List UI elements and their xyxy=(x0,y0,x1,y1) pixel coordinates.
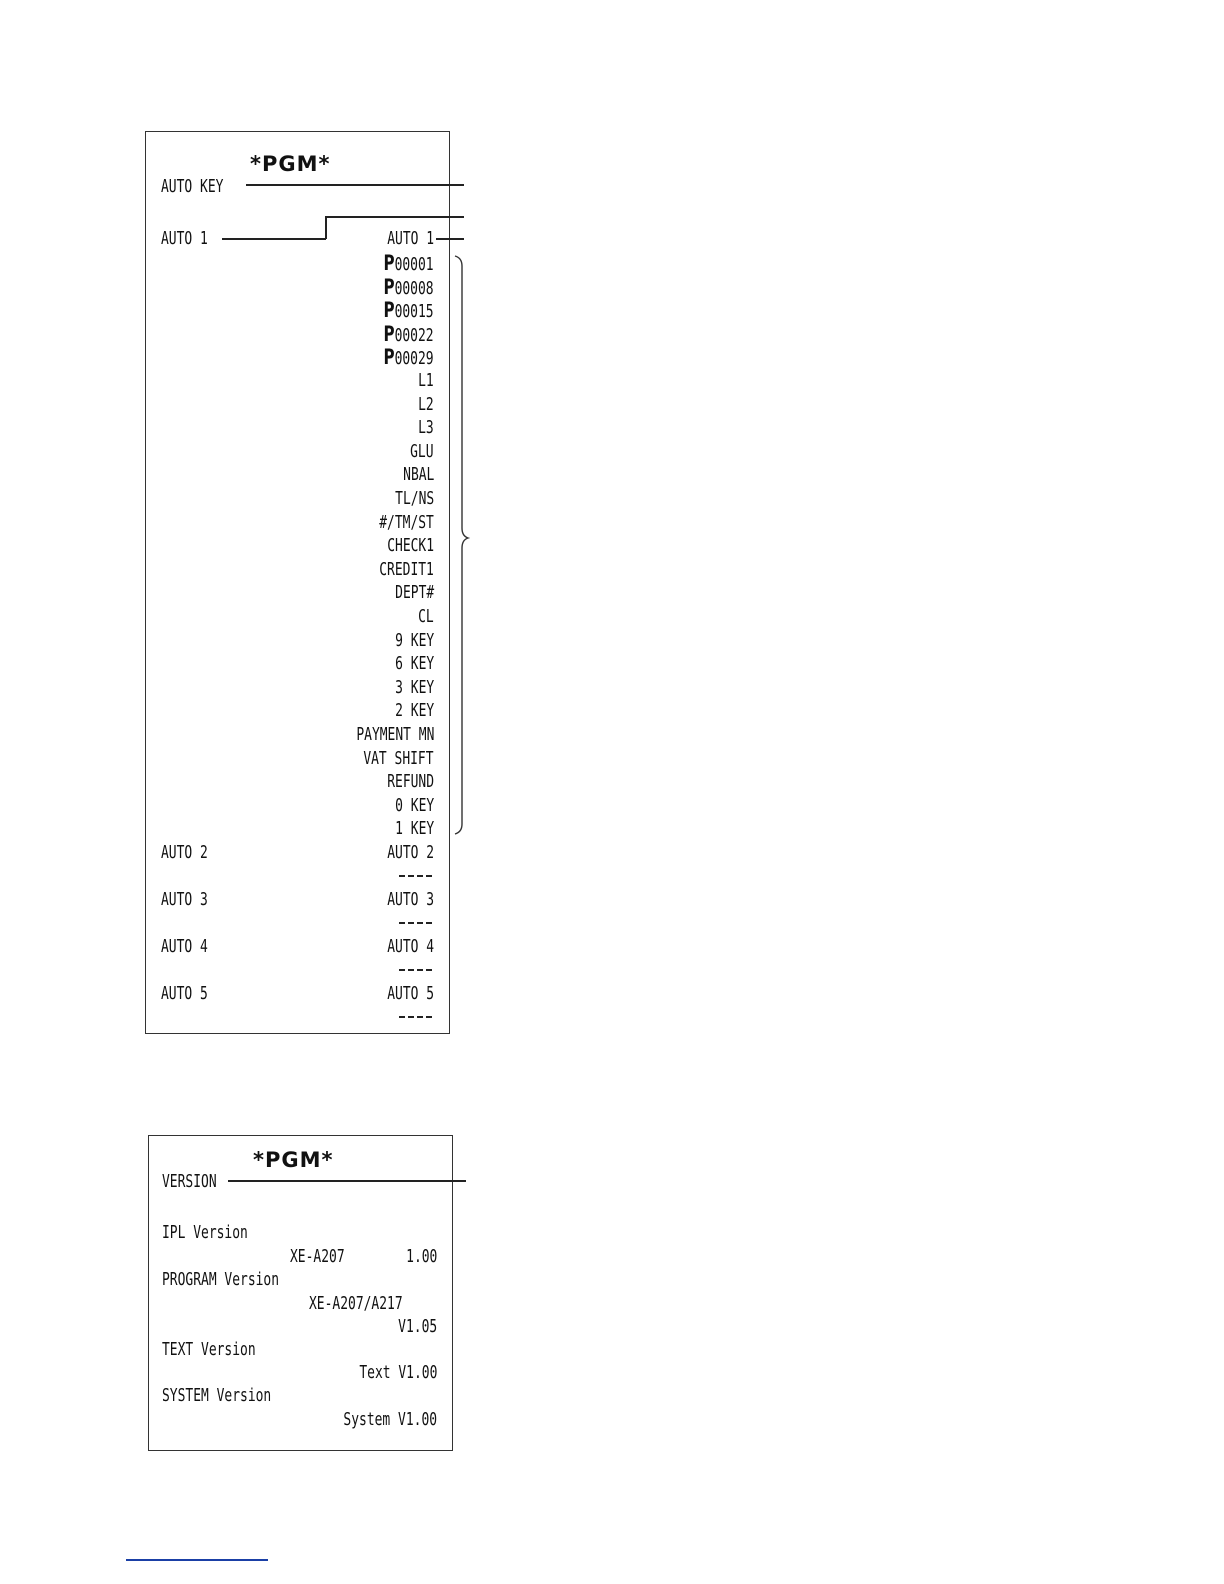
sequence-item-text: 00001 xyxy=(394,254,434,275)
sequence-item-text: 00029 xyxy=(394,348,434,370)
auto-4-label: AUTO 4 xyxy=(161,936,208,957)
receipt-header: *PGM* xyxy=(250,152,331,176)
program-version-value: V1.05 xyxy=(397,1316,437,1337)
sequence-item-text: REFUND xyxy=(387,771,434,793)
system-version-value: System V1.00 xyxy=(343,1409,437,1430)
sequence-item-text: VAT SHIFT xyxy=(363,747,434,769)
sequence-item-text: #/TM/ST xyxy=(379,511,434,533)
auto-key-title: AUTO KEY xyxy=(161,176,224,197)
sequence-item-text: 0 KEY xyxy=(394,794,434,816)
sequence-item-text: GLU xyxy=(410,440,434,462)
sequence-item-text: TL/NS xyxy=(394,488,434,509)
footer-rule xyxy=(126,1559,268,1561)
auto-2-value: AUTO 2 xyxy=(387,842,434,863)
version-leader-line xyxy=(228,1180,466,1182)
plu-mark: P xyxy=(383,321,395,346)
ipl-model: XE-A207 xyxy=(290,1246,345,1267)
sequence-item-text: NBAL xyxy=(402,464,434,486)
sequence-item-text: 6 KEY xyxy=(394,653,434,675)
auto-3-value: AUTO 3 xyxy=(387,889,434,910)
sequence-item-text: CHECK1 xyxy=(387,535,434,557)
program-model: XE-A207/A217 xyxy=(309,1293,403,1314)
sequence-item-text: 00008 xyxy=(394,277,434,299)
program-version-label: PROGRAM Version xyxy=(162,1269,280,1290)
auto-3-label: AUTO 3 xyxy=(161,889,208,910)
sequence-item-text: CREDIT1 xyxy=(379,558,434,580)
version-receipt xyxy=(148,1135,453,1451)
receipt-header: *PGM* xyxy=(253,1148,334,1172)
auto-2-label: AUTO 2 xyxy=(161,842,208,863)
sequence-item-text: DEPT# xyxy=(394,582,434,604)
auto-5-label: AUTO 5 xyxy=(161,983,208,1004)
auto-4-value: AUTO 4 xyxy=(387,936,434,957)
sequence-item-text: L3 xyxy=(418,417,434,439)
system-version-label: SYSTEM Version xyxy=(162,1385,272,1406)
sequence-item-text: CL xyxy=(418,606,434,627)
text-version-label: TEXT Version xyxy=(162,1339,256,1360)
sequence-item-text: PAYMENT MN xyxy=(355,724,434,745)
sequence-item-text: 00022 xyxy=(394,324,434,346)
auto-1-value: AUTO 1 xyxy=(387,228,434,249)
plu-mark: P xyxy=(383,345,395,370)
sequence-item-text: 1 KEY xyxy=(394,818,434,840)
plu-mark: P xyxy=(383,251,395,275)
text-version-value: Text V1.00 xyxy=(358,1362,437,1383)
version-title: VERSION xyxy=(162,1171,217,1192)
ipl-version-label: IPL Version xyxy=(162,1222,248,1243)
sequence-item-text: 2 KEY xyxy=(394,700,434,722)
sequence-item-text: L1 xyxy=(418,370,434,391)
auto-5-value: AUTO 5 xyxy=(387,983,434,1004)
plu-mark: P xyxy=(383,274,395,299)
sequence-item-text: 00015 xyxy=(394,301,434,323)
plu-mark: P xyxy=(383,298,395,323)
sequence-item-text: 3 KEY xyxy=(394,676,434,698)
sequence-item-text: L2 xyxy=(418,393,434,415)
ipl-version-value: 1.00 xyxy=(405,1246,437,1267)
auto-1-label: AUTO 1 xyxy=(161,228,208,249)
sequence-item-text: 9 KEY xyxy=(394,629,434,651)
